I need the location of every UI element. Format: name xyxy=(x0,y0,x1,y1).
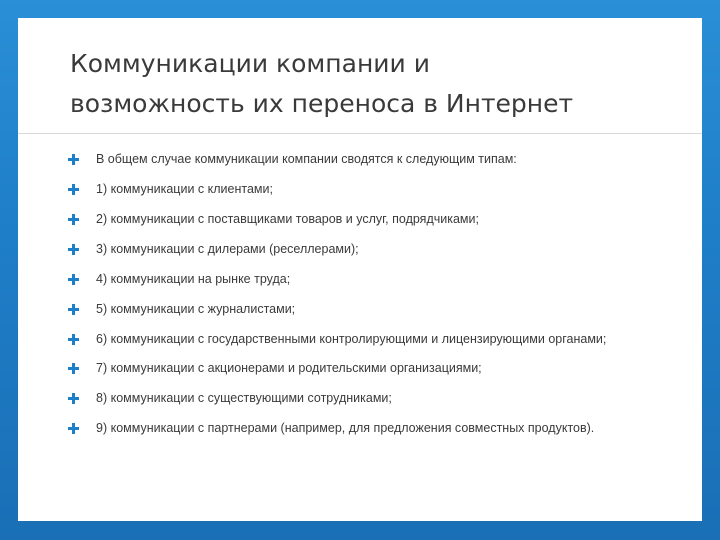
plus-icon xyxy=(68,244,79,255)
list-item xyxy=(68,392,688,405)
list-item xyxy=(68,362,688,375)
list-item-text: 7) коммуникации с акционерами и родительскими организациями; xyxy=(96,361,482,375)
list-item-text: В общем случае коммуникации компании сводятся к следующим типам: xyxy=(96,152,517,166)
list-item-text: 3) коммуникации с дилерами (реселлерами); xyxy=(96,242,359,256)
title-line-1: Коммуникации компании и xyxy=(70,49,430,78)
list-item xyxy=(68,273,688,286)
plus-icon xyxy=(68,423,79,434)
list-item-text: 5) коммуникации с журналистами; xyxy=(96,302,296,316)
list-item xyxy=(68,303,688,316)
list-item xyxy=(68,422,688,435)
title-line-2: возможность их переноса в Интернет xyxy=(70,89,574,118)
title-divider xyxy=(18,133,702,134)
list-item-text: 4) коммуникации на рынке труда; xyxy=(96,272,291,286)
bullet-list xyxy=(68,153,688,452)
list-item xyxy=(68,213,688,226)
list-item-text: 1) коммуникации с клиентами; xyxy=(96,182,273,196)
plus-icon xyxy=(68,214,79,225)
plus-icon xyxy=(68,334,79,345)
plus-icon xyxy=(68,304,79,315)
plus-icon xyxy=(68,274,79,285)
slide xyxy=(18,18,702,521)
list-item xyxy=(68,333,688,346)
list-item xyxy=(68,243,688,256)
slide-title xyxy=(70,44,670,124)
plus-icon xyxy=(68,363,79,374)
list-item xyxy=(68,183,688,196)
list-item-text: 2) коммуникации с поставщиками товаров и услуг, подрядчиками; xyxy=(96,212,479,226)
plus-icon xyxy=(68,154,79,165)
list-item xyxy=(68,153,688,166)
plus-icon xyxy=(68,184,79,195)
list-item-text: 6) коммуникации с государственными контролирующими и лицензирующими органами; xyxy=(96,332,607,346)
list-item-text: 9) коммуникации с партнерами (например, для предложения совместных продуктов). xyxy=(96,421,595,435)
list-item-text: 8) коммуникации с существующими сотрудниками; xyxy=(96,391,392,405)
plus-icon xyxy=(68,393,79,404)
